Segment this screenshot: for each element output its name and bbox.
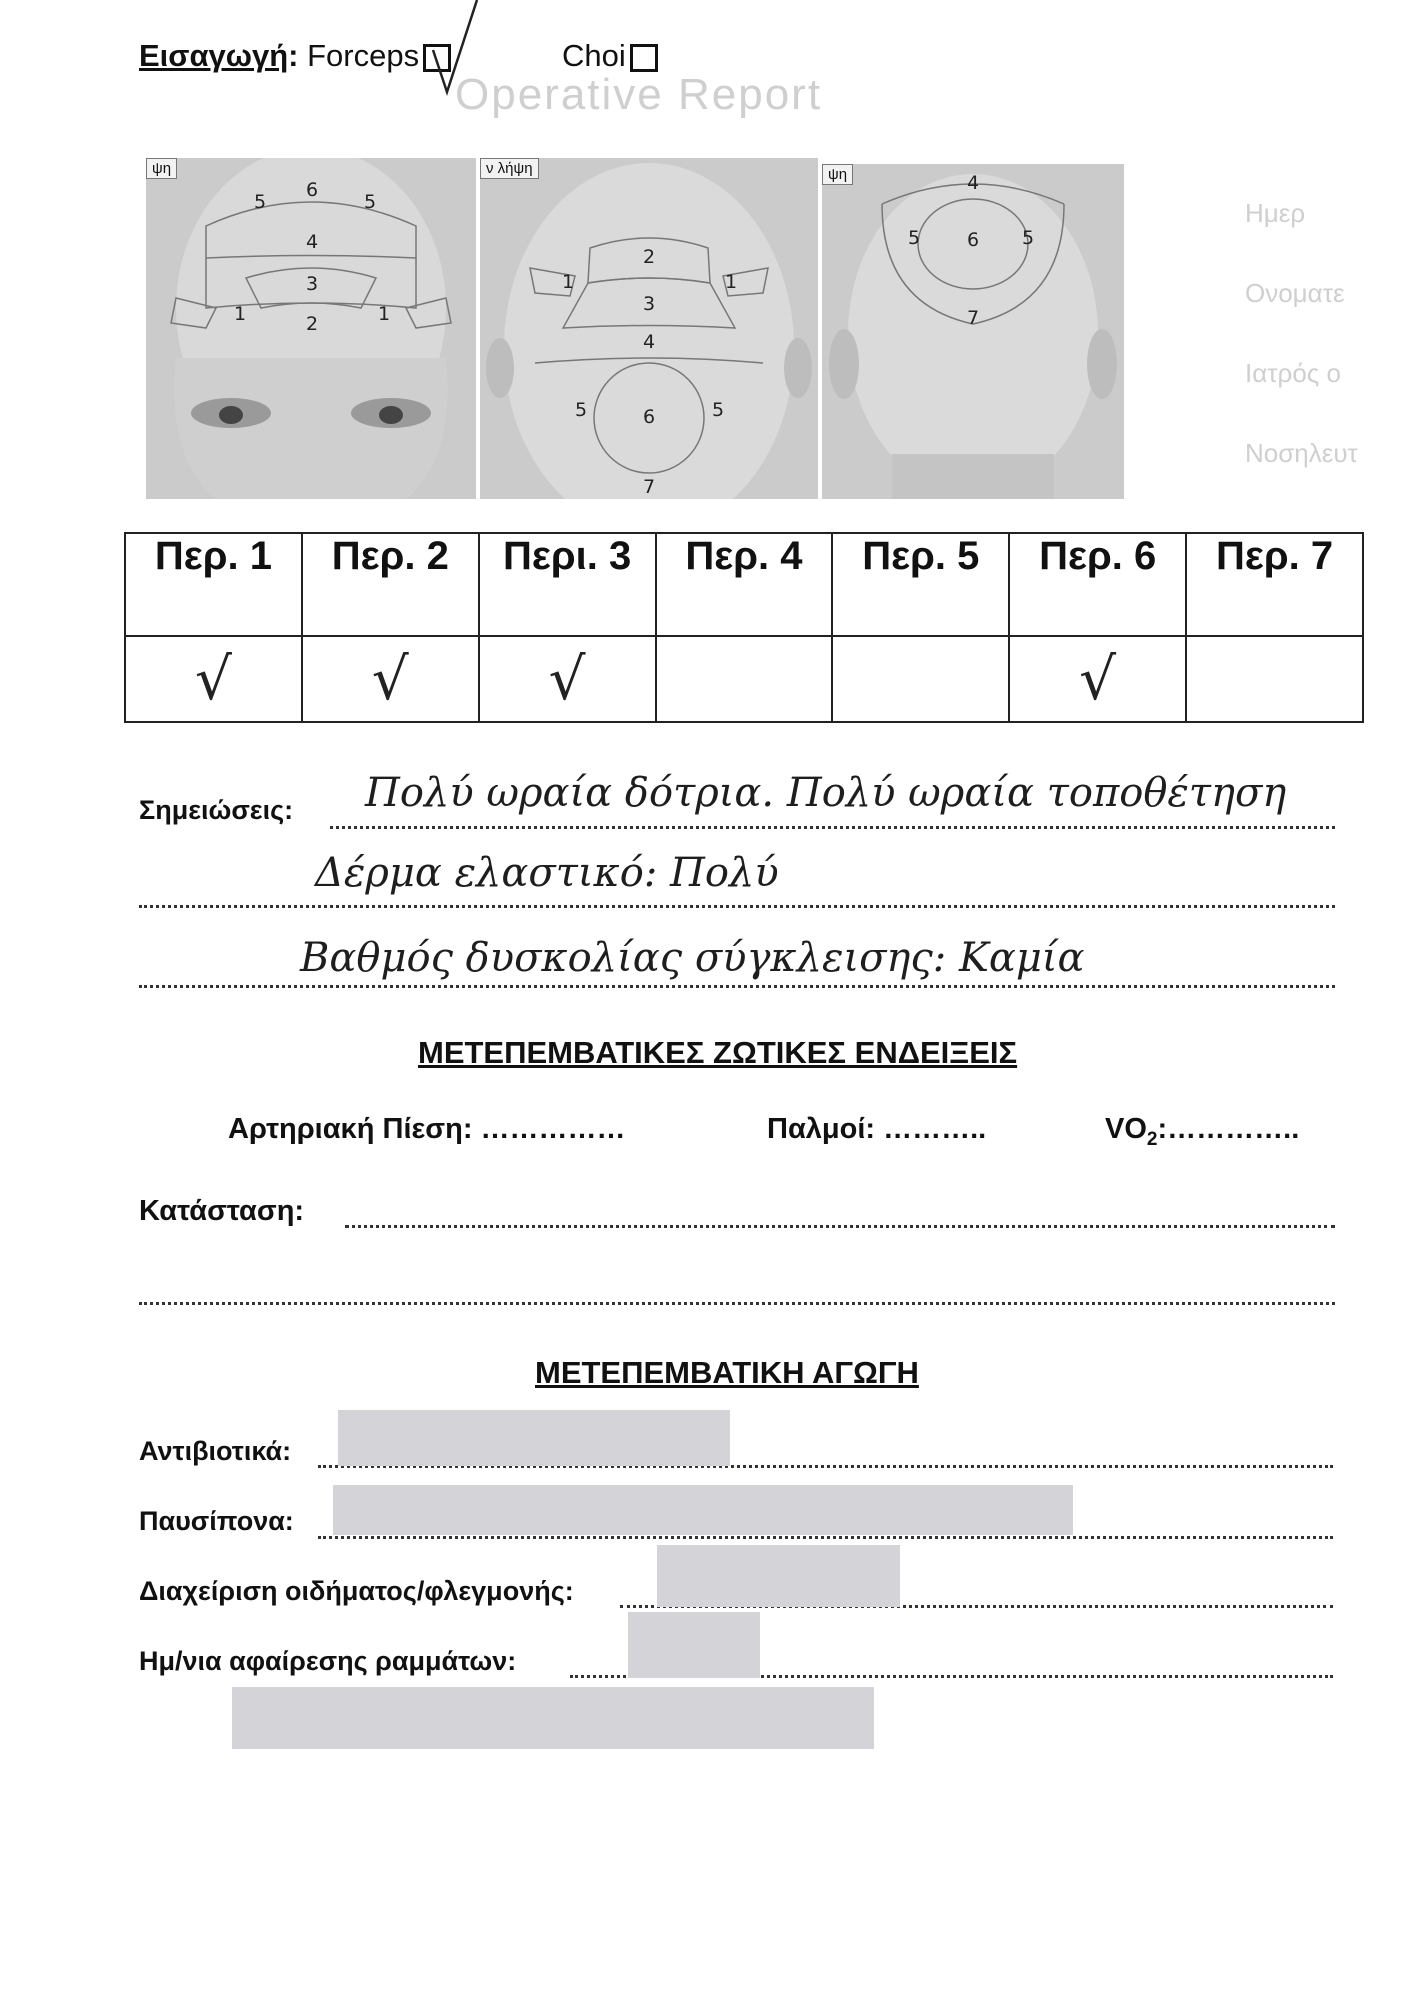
zone-header: Περ. 5 [832,533,1009,636]
zone-label: 5 [364,191,377,213]
image-tag: ψη [822,164,853,185]
zone-check-cell[interactable] [479,636,656,722]
choi-label: Choi [562,38,626,73]
zone-label: 1 [378,303,391,325]
head-front-image [146,158,476,499]
intro-row [139,38,451,74]
care-heading: ΜΕΤΕΠΕΜΒΑΤΙΚΗ ΑΓΩΓΗ [535,1355,919,1390]
zone-label: 6 [967,229,980,251]
notes-handwriting-3: Βαθμός δυσκολίας σύγκλεισης: Καμία [300,935,1085,981]
check-mark: √ [371,645,409,713]
status-label: Κατάσταση: [139,1195,305,1227]
zone-check-cell[interactable] [1009,636,1186,722]
zone-label: 5 [908,227,921,249]
zone-label: 1 [562,271,575,293]
zone-label: 3 [306,273,319,295]
antibiotics-label: Αντιβιοτικά: [139,1436,292,1466]
zone-label: 5 [1022,227,1035,249]
zone-check-cell[interactable] [125,636,302,722]
notes-line-3 [139,985,1335,988]
notes-line-1 [330,826,1335,829]
painkillers-line [318,1536,1333,1539]
ghost-line: Ημερ [1245,198,1306,228]
zone-header: Περ. 7 [1186,533,1363,636]
zone-label: 6 [306,179,319,201]
choi-row [562,38,658,74]
redacted-block [628,1612,760,1678]
zone-label: 7 [967,307,980,329]
image-tag: ν λήψη [480,158,539,179]
zone-label: 6 [643,406,656,428]
notes-handwriting-1: Πολύ ωραία δότρια. Πολύ ωραία τοποθέτηση [365,770,1287,816]
check-mark: √ [194,645,232,713]
image-tag: ψη [146,158,177,179]
zone-label: 2 [643,246,656,268]
redacted-block [232,1687,874,1749]
edema-label: Διαχείριση οιδήματος/φλεγμονής: [139,1576,574,1606]
ghost-line: Ιατρός ο [1245,358,1341,388]
ghost-line: Νοσηλευτ [1245,438,1358,468]
zones-table [124,532,1364,723]
zone-label: 4 [643,331,656,353]
zone-header: Περ. 2 [302,533,479,636]
vitals-heading: ΜΕΤΕΠΕΜΒΑΤΙΚΕΣ ΖΩΤΙΚΕΣ ΕΝΔΕΙΞΕΙΣ [418,1035,1018,1070]
zone-header: Περ. 6 [1009,533,1186,636]
zone-header: Περ. 4 [656,533,833,636]
zone-check-cell[interactable] [832,636,1009,722]
zone-label: 1 [725,271,738,293]
head-top-drawing [480,158,818,499]
intro-label: Εισαγωγή [139,38,289,73]
zone-header: Περι. 3 [479,533,656,636]
notes-handwriting-2: Δέρμα ελαστικό: Πολύ [315,850,779,896]
zone-label: 5 [712,399,725,421]
head-top-image [480,158,818,499]
choi-checkbox[interactable] [630,44,658,72]
head-back-drawing [822,164,1124,499]
vo2-label [1105,1113,1299,1151]
status-line-2 [139,1302,1335,1305]
zone-label: 7 [643,476,656,498]
zone-label: 5 [575,399,588,421]
ghost-title: Operative Report [455,70,823,119]
suture-label: Ημ/νια αφαίρεσης ραμμάτων: [139,1646,517,1676]
check-mark: √ [548,645,586,713]
zone-label: 2 [306,313,319,335]
status-line-1 [345,1225,1335,1228]
painkillers-label: Παυσίπονα: [139,1506,294,1536]
zone-label: 4 [306,231,319,253]
zones-header-row [125,533,1363,636]
intro-colon: : [288,38,299,73]
vo2-text: VO [1105,1113,1147,1145]
zone-check-cell[interactable] [1186,636,1363,722]
zones-check-row [125,636,1363,722]
zone-label: 5 [254,191,267,213]
pulse-label: Παλμοί: ……….. [767,1113,987,1145]
bp-label: Αρτηριακή Πίεση: …………… [228,1113,626,1145]
zone-check-cell[interactable] [656,636,833,722]
zone-label: 1 [234,303,247,325]
zone-header: Περ. 1 [125,533,302,636]
notes-label: Σημειώσεις: [139,795,294,825]
zone-label: 3 [643,293,656,315]
forceps-label: Forceps [307,38,420,73]
redacted-block [657,1545,900,1607]
redacted-block [338,1410,730,1466]
ghost-line: Ονοματε [1245,278,1345,308]
check-mark: √ [1079,645,1117,713]
zone-check-cell[interactable] [302,636,479,722]
forceps-check-mark [425,0,485,100]
notes-line-2 [139,905,1335,908]
vo2-dots: :………….. [1157,1113,1300,1145]
head-front-drawing [146,158,476,499]
redacted-block [333,1485,1073,1535]
vo2-subscript: 2 [1146,1128,1158,1150]
zone-label: 4 [967,172,980,194]
head-back-image [822,164,1124,499]
